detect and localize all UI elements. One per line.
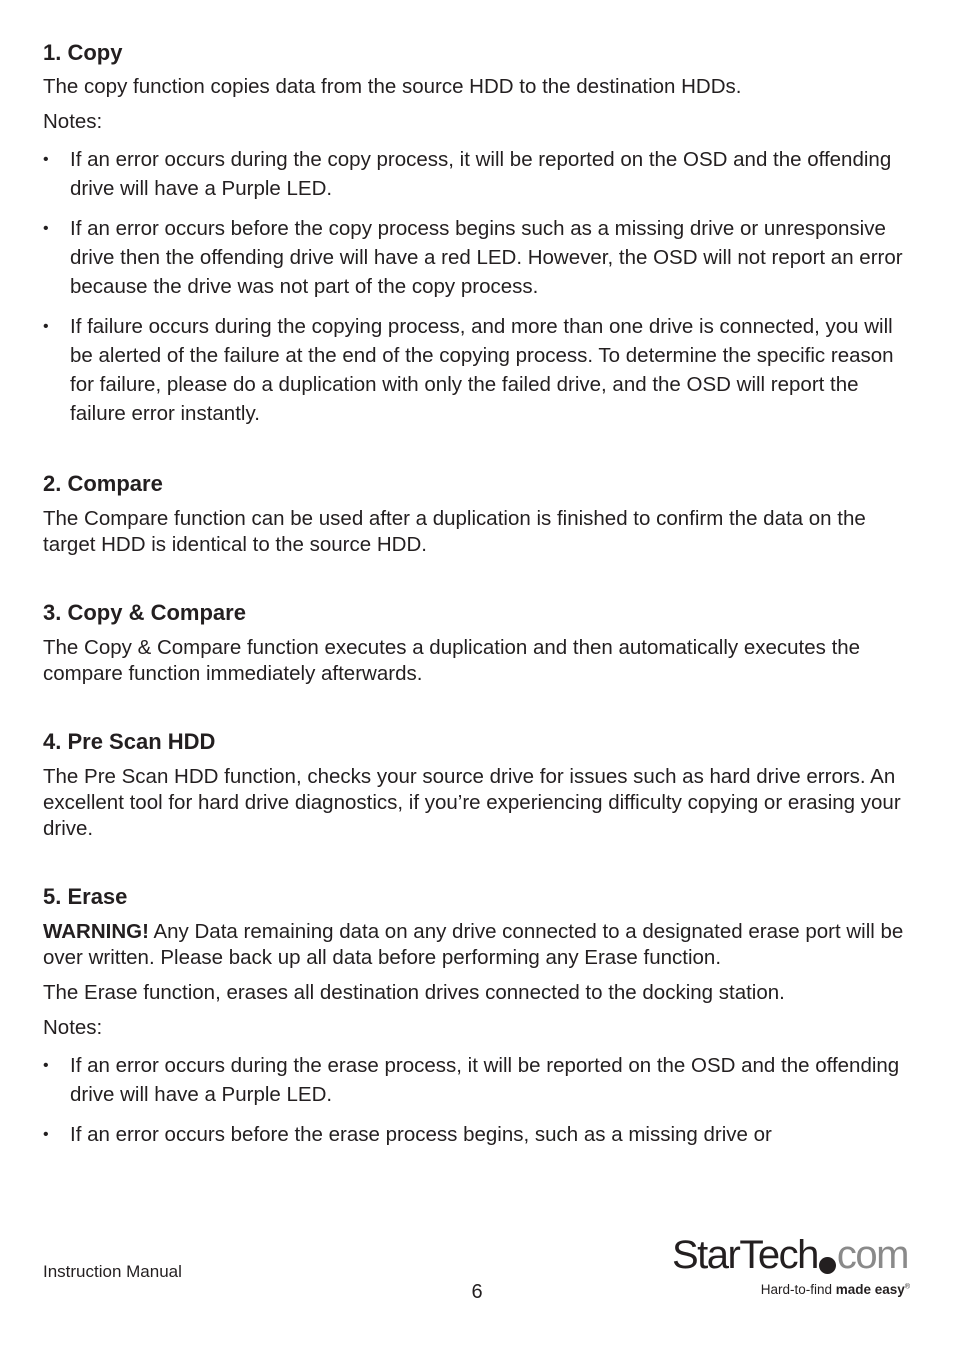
list-item: • If an error occurs during the copy process, it will be reported on the OSD and the offending drive will have a Purple LED. <box>43 145 913 203</box>
section-paragraph: The Erase function, erases all destination drives connected to the docking station. <box>43 981 785 1004</box>
registered-mark: ® <box>904 1283 910 1291</box>
logo-tagline-bold: made easy <box>835 1282 905 1297</box>
logo-tagline-light: Hard-to-find <box>760 1282 836 1297</box>
logo-word-start: StarTech <box>672 1233 818 1277</box>
section-heading-compare: 2. Compare <box>43 471 163 496</box>
section-heading-copy: 1. Copy <box>43 40 123 65</box>
warning-label: WARNING! <box>43 920 149 943</box>
list-item: • If an error occurs during the erase process, it will be reported on the OSD and the offending drive will have a Purple LED. <box>43 1051 913 1109</box>
section-heading-erase: 5. Erase <box>43 884 128 909</box>
warning-text: Any Data remaining data on any drive connected to a designated erase port will be over written. Please back up all data before performing any Erase function. <box>43 920 904 969</box>
section-paragraph: The copy function copies data from the source HDD to the destination HDDs. <box>43 75 742 98</box>
warning-paragraph <box>43 919 913 971</box>
section-paragraph: The Copy & Compare function executes a duplication and then automatically executes the compare function immediately afterwards. <box>43 636 861 685</box>
list-item: • If an error occurs before the copy process begins such as a missing drive or unresponsive drive then the offending drive will have a red LED. However, the OSD will not report an error because the drive was not part of the copy process. <box>43 214 913 301</box>
startech-logo <box>672 1232 912 1304</box>
page-content <box>43 38 913 1160</box>
section-paragraph: The Compare function can be used after a duplication is finished to confirm the data on the target HDD is identical to the source HDD. <box>43 507 866 556</box>
logo-word-end: com <box>836 1233 908 1277</box>
section-paragraph: The Pre Scan HDD function, checks your source drive for issues such as hard drive errors. An excellent tool for hard drive diagnostics, if you’re experiencing difficulty copying or erasing your drive. <box>43 765 901 840</box>
notes-list <box>43 145 913 428</box>
list-item: • If failure occurs during the copying process, and more than one drive is connected, you will be alerted of the failure at the end of the copying process. To determine the specific reason for failure, please do a duplication with only the failed drive, and the OSD will report the failure error instantly. <box>43 312 913 428</box>
logo-tagline <box>761 1282 910 1297</box>
notes-list <box>43 1051 913 1149</box>
notes-label: Notes: <box>43 1016 103 1039</box>
section-heading-pre-scan: 4. Pre Scan HDD <box>43 729 216 754</box>
logo-dot-icon <box>819 1257 836 1274</box>
notes-label: Notes: <box>43 110 103 133</box>
page-number: 6 <box>471 1281 483 1303</box>
logo-wordmark <box>672 1232 908 1278</box>
section-heading-copy-compare: 3. Copy & Compare <box>43 600 246 625</box>
footer-label: Instruction Manual <box>43 1262 182 1281</box>
list-item: • If an error occurs before the erase process begins, such as a missing drive or <box>43 1120 913 1149</box>
